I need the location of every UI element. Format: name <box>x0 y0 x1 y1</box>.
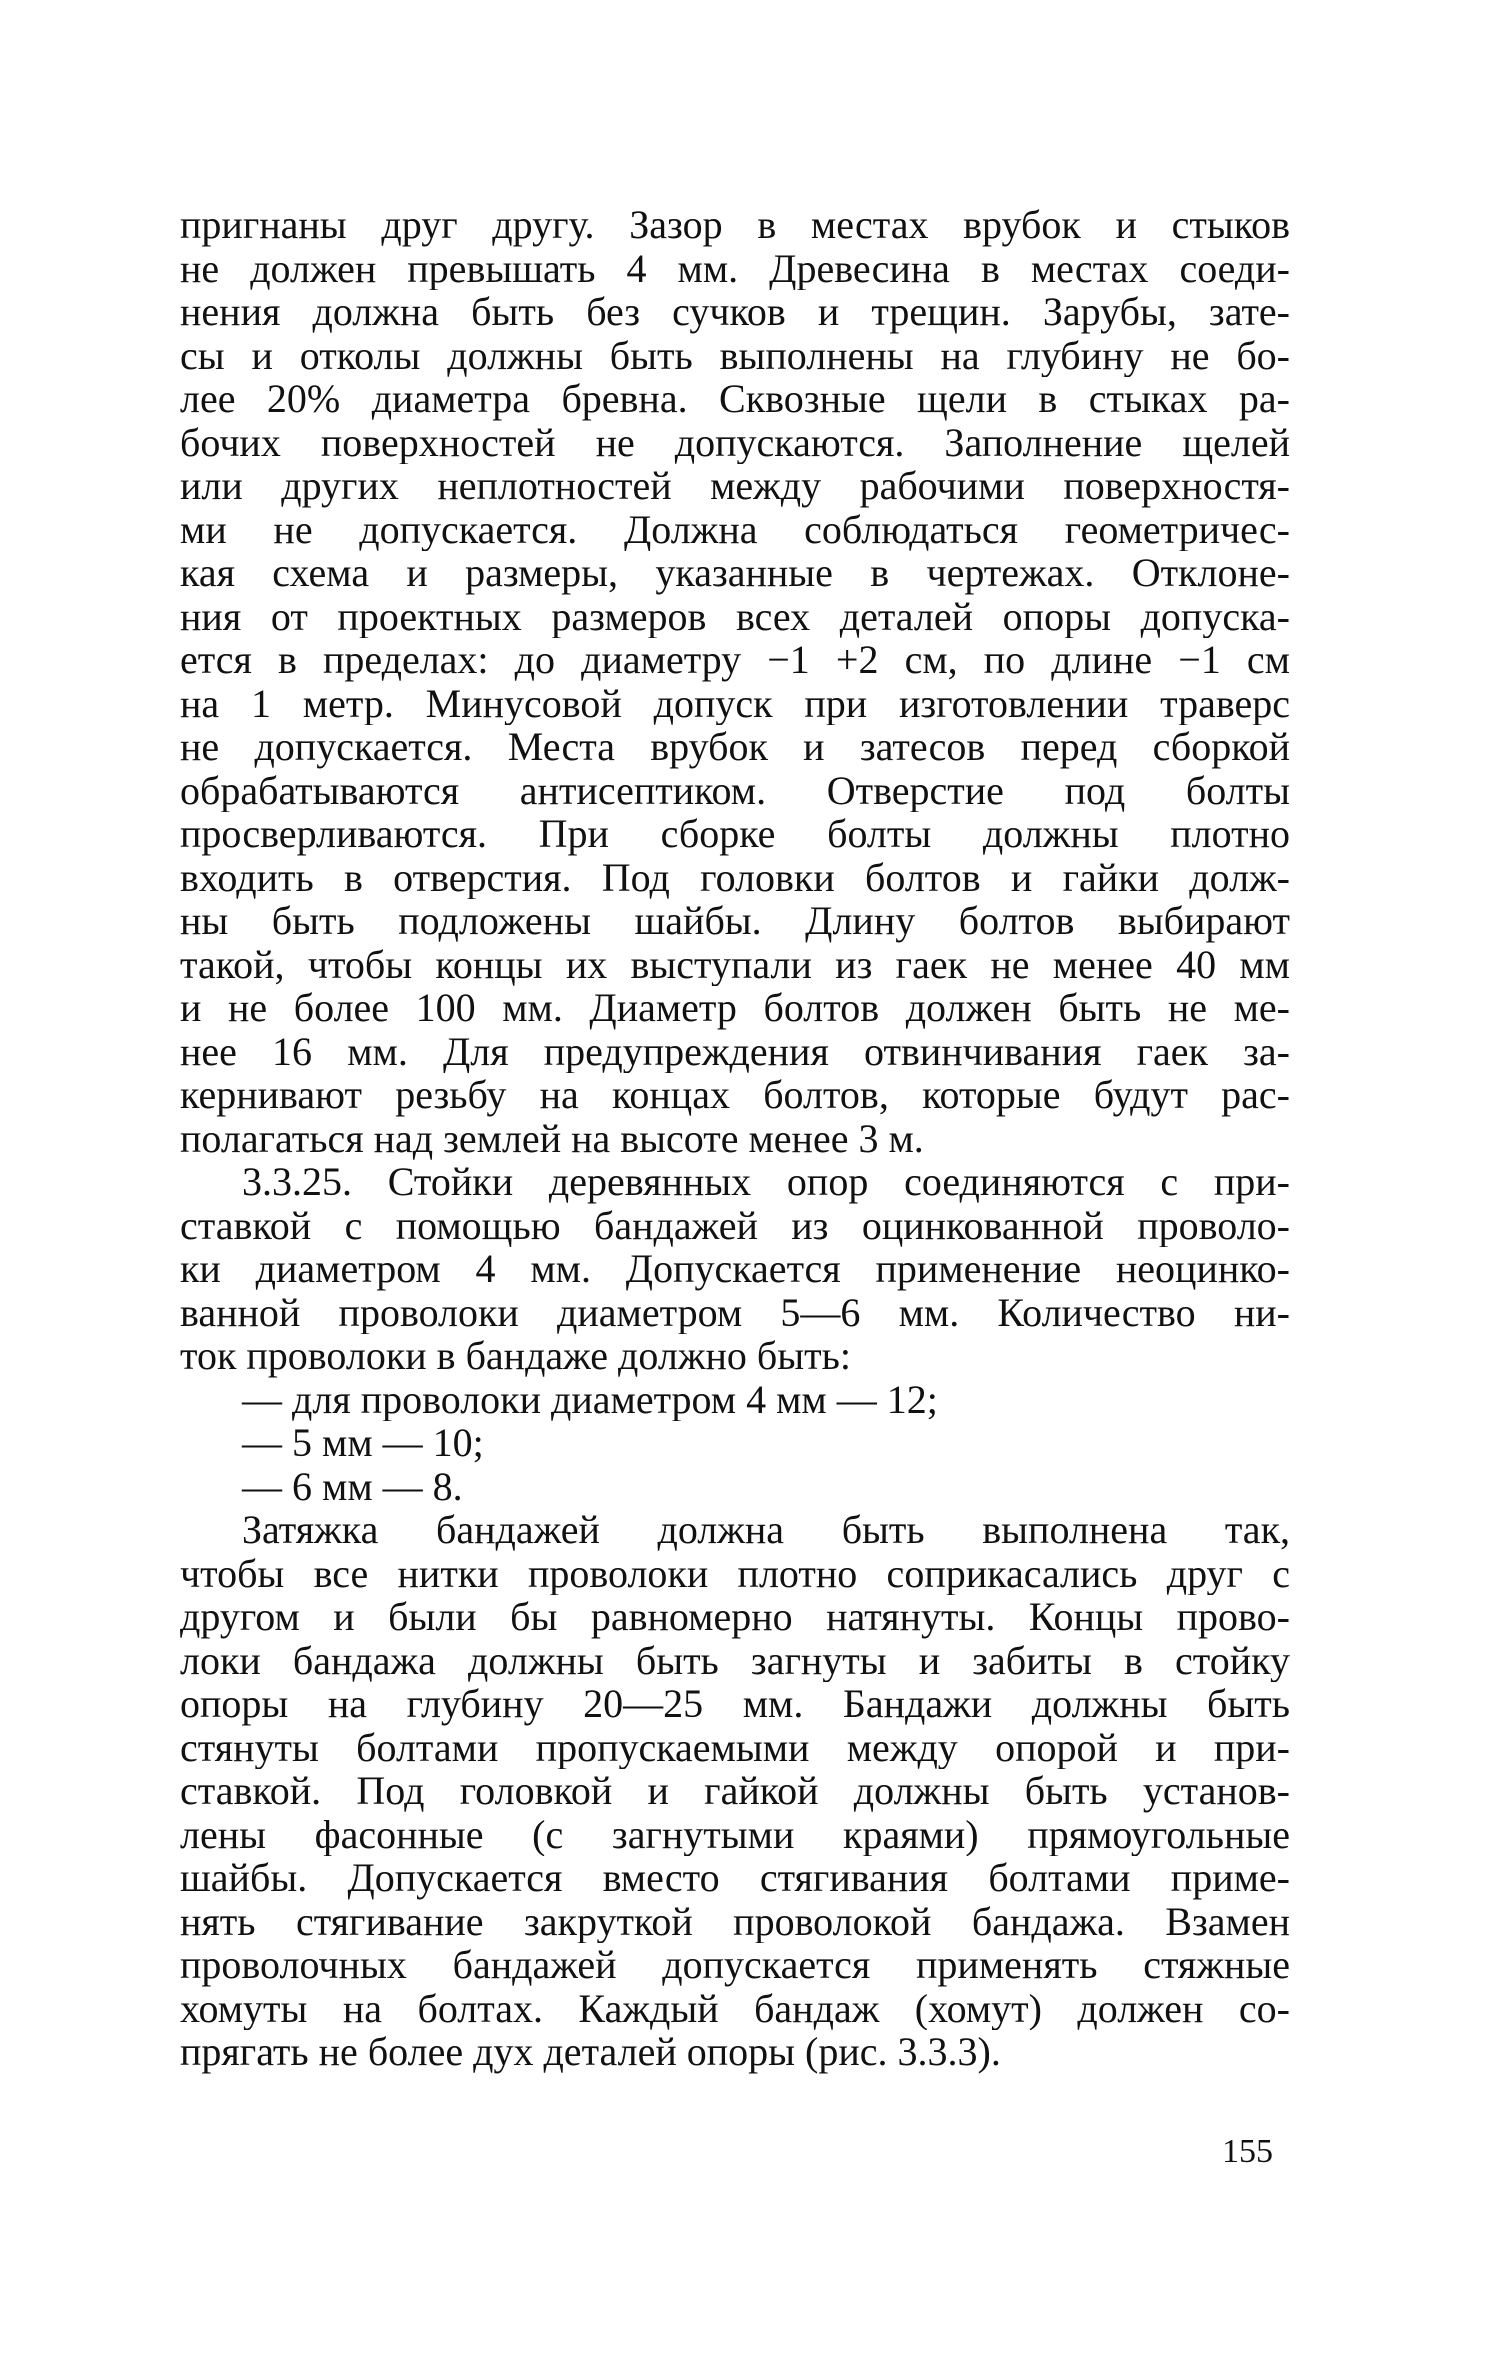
list-item: — 6 мм — 8. <box>242 1464 463 1508</box>
text-line: ния от проектных размеров всех деталей опоры допуска- <box>180 594 1290 638</box>
text-line: на 1 метр. Минусовой допуск при изготовлении траверс <box>180 681 1290 725</box>
text-line: пригнаны друг другу. Зазор в местах врубок и стыков <box>180 203 1290 247</box>
text-line: обрабатываются антисептиком. Отверстие под болты <box>180 768 1290 812</box>
text-line: ток проволоки в бандаже должно быть: <box>180 1334 851 1378</box>
text-line: проволочных бандажей допускается применять стяжные <box>180 1943 1290 1987</box>
text-line: или других неплотностей между рабочими поверхностя- <box>180 464 1290 508</box>
text-line: другом и были бы равномерно натянуты. Концы прово- <box>180 1595 1290 1639</box>
text-line: опоры на глубину 20—25 мм. Бандажи должны быть <box>180 1682 1290 1726</box>
text-line: не должен превышать 4 мм. Древесина в местах соеди- <box>180 246 1290 290</box>
text-line: просверливаются. При сборке болты должны плотно <box>180 812 1290 856</box>
text-line: лее 20% диаметра бревна. Сквозные щели в стыках ра- <box>180 377 1290 421</box>
text-line: бочих поверхностей не допускаются. Заполнение щелей <box>180 420 1290 464</box>
page-number: 155 <box>1222 2133 1273 2170</box>
body-text <box>180 203 1290 2074</box>
paragraph-start-line: Затяжка бандажей должна быть выполнена так, <box>242 1508 1290 1552</box>
text-line: нять стягивание закруткой проволокой бандажа. Взамен <box>180 1899 1290 1943</box>
text-line: ставкой. Под головкой и гайкой должны быть установ- <box>180 1769 1290 1813</box>
text-line: и не более 100 мм. Диаметр болтов должен быть не ме- <box>180 986 1290 1030</box>
text-line: полагаться над землей на высоте менее 3 м. <box>180 1116 924 1160</box>
text-line: нее 16 мм. Для предупреждения отвинчивания гаек за- <box>180 1029 1290 1073</box>
text-line: нения должна быть без сучков и трещин. Зарубы, зате- <box>180 290 1290 334</box>
text-line: ставкой с помощью бандажей из оцинкованной проволо- <box>180 1203 1290 1247</box>
text-line: хомуты на болтах. Каждый бандаж (хомут) должен со- <box>180 1986 1290 2030</box>
text-line: локи бандажа должны быть загнуты и забиты в стойку <box>180 1638 1290 1682</box>
text-line: ется в пределах: до диаметру −1 +2 см, по длине −1 см <box>180 638 1290 682</box>
text-line: лены фасонные (с загнутыми краями) прямоугольные <box>180 1812 1290 1856</box>
text-line: чтобы все нитки проволоки плотно соприкасались друг с <box>180 1551 1290 1595</box>
text-line: такой, чтобы концы их выступали из гаек не менее 40 мм <box>180 942 1290 986</box>
list-item: — 5 мм — 10; <box>242 1421 484 1465</box>
paragraph-start-line: 3.3.25. Стойки деревянных опор соединяются с при- <box>242 1160 1290 1204</box>
text-line: кая схема и размеры, указанные в чертежах. Отклоне- <box>180 551 1290 595</box>
text-line: стянуты болтами пропускаемыми между опорой и при- <box>180 1725 1290 1769</box>
text-line: кернивают резьбу на концах болтов, которые будут рас- <box>180 1073 1290 1117</box>
text-line: прягать не более дух деталей опоры (рис. 3.3.3). <box>180 2030 1001 2074</box>
text-line: ванной проволоки диаметром 5—6 мм. Количество ни- <box>180 1290 1290 1334</box>
text-line: шайбы. Допускается вместо стягивания болтами приме- <box>180 1856 1290 1900</box>
text-line: не допускается. Места врубок и затесов перед сборкой <box>180 725 1290 769</box>
text-line: ки диаметром 4 мм. Допускается применение неоцинко- <box>180 1247 1290 1291</box>
text-line: сы и отколы должны быть выполнены на глубину не бо- <box>180 333 1290 377</box>
text-line: ми не допускается. Должна соблюдаться геометричес- <box>180 507 1290 551</box>
text-line: входить в отверстия. Под головки болтов и гайки долж- <box>180 855 1290 899</box>
text-line: ны быть подложены шайбы. Длину болтов выбирают <box>180 899 1290 943</box>
list-item: — для проволоки диаметром 4 мм — 12; <box>242 1377 938 1421</box>
